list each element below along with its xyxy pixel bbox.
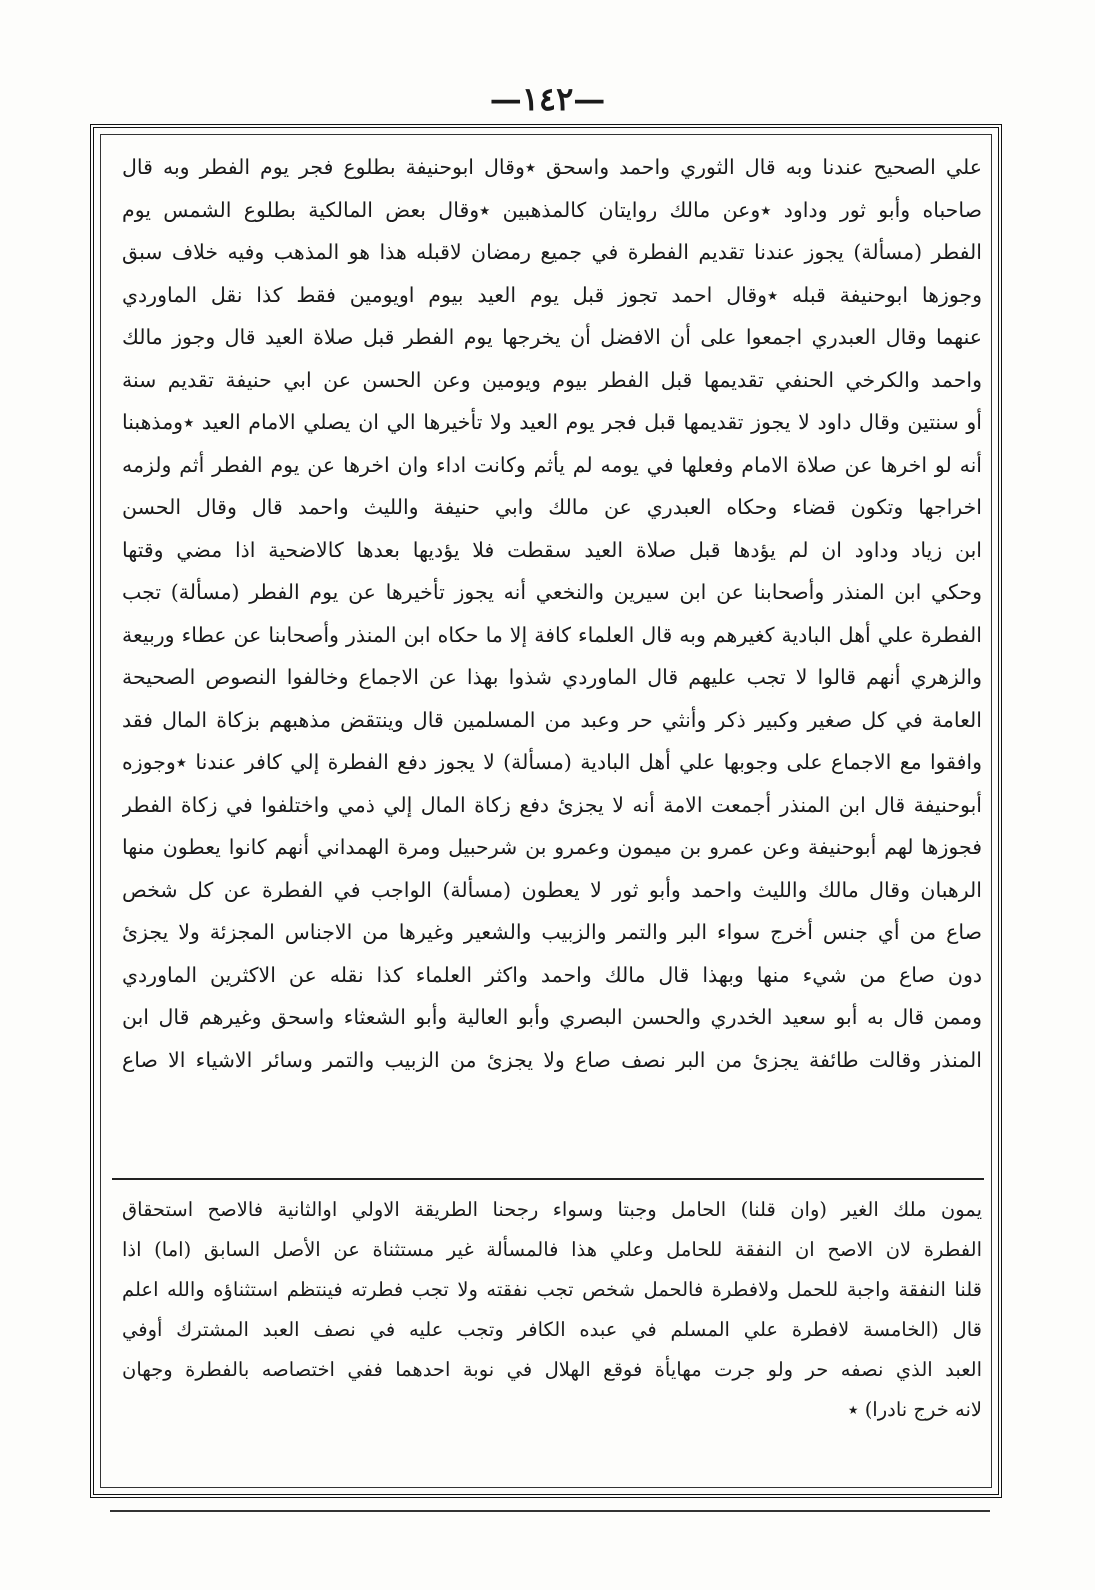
footnote-separator [112,1178,984,1180]
footnote-line: قلنا النفقة واجبة للحمل ولافطرة فالحمل شخص تجب نفقته ولا تجب فطرته فينتظم استثناؤه والله اعلم [122,1278,982,1301]
main-text-line: العامة في كل صغير وكبير ذكر وأنثي حر وعبد من المسلمين قال وينتقض مذهبهم بزكاة المال فقد [122,707,982,732]
main-text-line: فجوزها لهم أبوحنيفة وعن عمرو بن ميمون وعمرو بن شرحبيل ومرة الهمداني أنهم كانوا يعطون منها [122,835,982,859]
bottom-rule [110,1510,990,1512]
main-text-line: الفطر (مسألة) يجوز عندنا تقديم الفطرة في جميع رمضان لاقبله هذا هو المذهب وفيه خلاف سبق [122,240,982,264]
main-text-line: أنه لو اخرها عن صلاة الامام وفعلها في يومه لم يأثم وكانت اداء وان اخرها عن يوم الفطر أثم ولزمه [122,452,982,477]
main-text-line: عنهما وقال العبدري اجمعوا على أن الافضل أن يخرجها يوم الفطر قبل صلاة العيد قال وجوز مالك [122,325,982,349]
main-text-line: وحكي ابن المنذر وأصحابنا عن ابن سيرين والنخعي أنه يجوز تأخيرها عن يوم الفطر (مسألة) تجب [122,580,982,604]
footnote-line: الفطرة لان الاصح ان النفقة للحامل وعلي هذا فالمسألة غير مستثناة عن الأصل السابق (اما) اذا [122,1238,982,1261]
footnote-block [122,1190,982,1470]
main-text-line: ابن زياد وداود ان لم يؤدها قبل صلاة العيد سقطت فلا يؤديها بعدها كالاضحية اذا مضي وقتها [122,537,982,562]
main-text-line: وافقوا مع الاجماع على وجوبها علي أهل البادية (مسألة) لا يجوز دفع الفطرة إلي كافر عندنا ٭وجوزه [122,750,982,774]
main-text-line: أو سنتين وقال داود لا يجوز تقديمها قبل فجر يوم العيد ولا تأخيرها الي ان يصلي الامام العيد ٭ومذهبنا [122,410,982,434]
footnote-line: العبد الذي نصفه حر ولو جرت مهايأة فوقع الهلال في نوبة احدهما ففي اختصاصه بالفطرة وجهان [122,1358,982,1381]
main-text-line: علي الصحيح عندنا وبه قال الثوري واحمد واسحق ٭وقال ابوحنيفة بطلوع فجر يوم الفطر وبه قال [122,155,982,179]
main-text-line: صاع من أي جنس أخرج سواء البر والتمر والزبيب والشعير وغيرها من الاجناس المجزئة ولا يجزئ [122,920,982,944]
footnote-line: يمون ملك الغير (وان قلنا) الحامل وجبتا وسواء رجحنا الطريقة الاولي اوالثانية فالاصح استحقاق [122,1198,982,1221]
main-text-line: الفطرة علي أهل البادية كغيرهم وبه قال العلماء كافة إلا ما حكاه ابن المنذر وأصحابنا عن عطاء وربيعة [122,622,982,647]
footnote-line: قال (الخامسة لافطرة علي المسلم في عبده الكافر وتجب عليه في نصف العبد المشترك أوفي [122,1318,982,1341]
page-number: —١٤٢— [489,80,606,118]
main-text-line: صاحباه وأبو ثور وداود ٭وعن مالك روايتان كالمذهبين ٭وقال بعض المالكية بطلوع الشمس يوم [122,197,982,222]
main-text-line: واحمد والكرخي الحنفي تقديمها قبل الفطر بيوم ويومين وعن الحسن عن ابي حنيفة تقديم سنة [122,367,982,392]
main-text-line: أبوحنيفة قال ابن المنذر أجمعت الامة أنه لا يجزئ دفع زكاة المال إلي ذمي واختلفوا في زكاة الفطر [122,792,982,817]
main-text-line: وجوزها ابوحنيفة قبله ٭وقال احمد تجوز قبل يوم العيد بيوم اويومين فقط كذا نقل الماوردي [122,282,982,307]
main-text-line: وممن قال به أبو سعيد الخدري والحسن البصري وأبو العالية وأبو الشعثاء واسحق وغيرهم قال ابن [122,1005,982,1029]
footnote-line: لانه خرج نادرا) ٭ [847,1398,982,1421]
main-text-line: المنذر وقالت طائفة يجزئ من البر نصف صاع ولا يجزئ من الزبيب والتمر وسائر الاشياء الا صاع [122,1047,982,1072]
main-text-line: الرهبان وقال مالك والليث واحمد وأبو ثور لا يعطون (مسألة) الواجب في الفطرة عن كل شخص [122,877,982,902]
main-text-line: اخراجها وتكون قضاء وحكاه العبدري عن مالك وابي حنيفة والليث واحمد قال وقال الحسن [122,495,982,519]
main-text-line: والزهري أنهم قالوا لا تجب عليهم قال الماوردي شذوا بهذا عن الاجماع وخالفوا النصوص الصحيحة [122,665,982,689]
main-text-block [122,146,982,1166]
main-text-line: دون صاع من شيء منها وبهذا قال مالك واحمد واكثر العلماء كذا نقله عن الاكثرين الماوردي [122,962,982,987]
